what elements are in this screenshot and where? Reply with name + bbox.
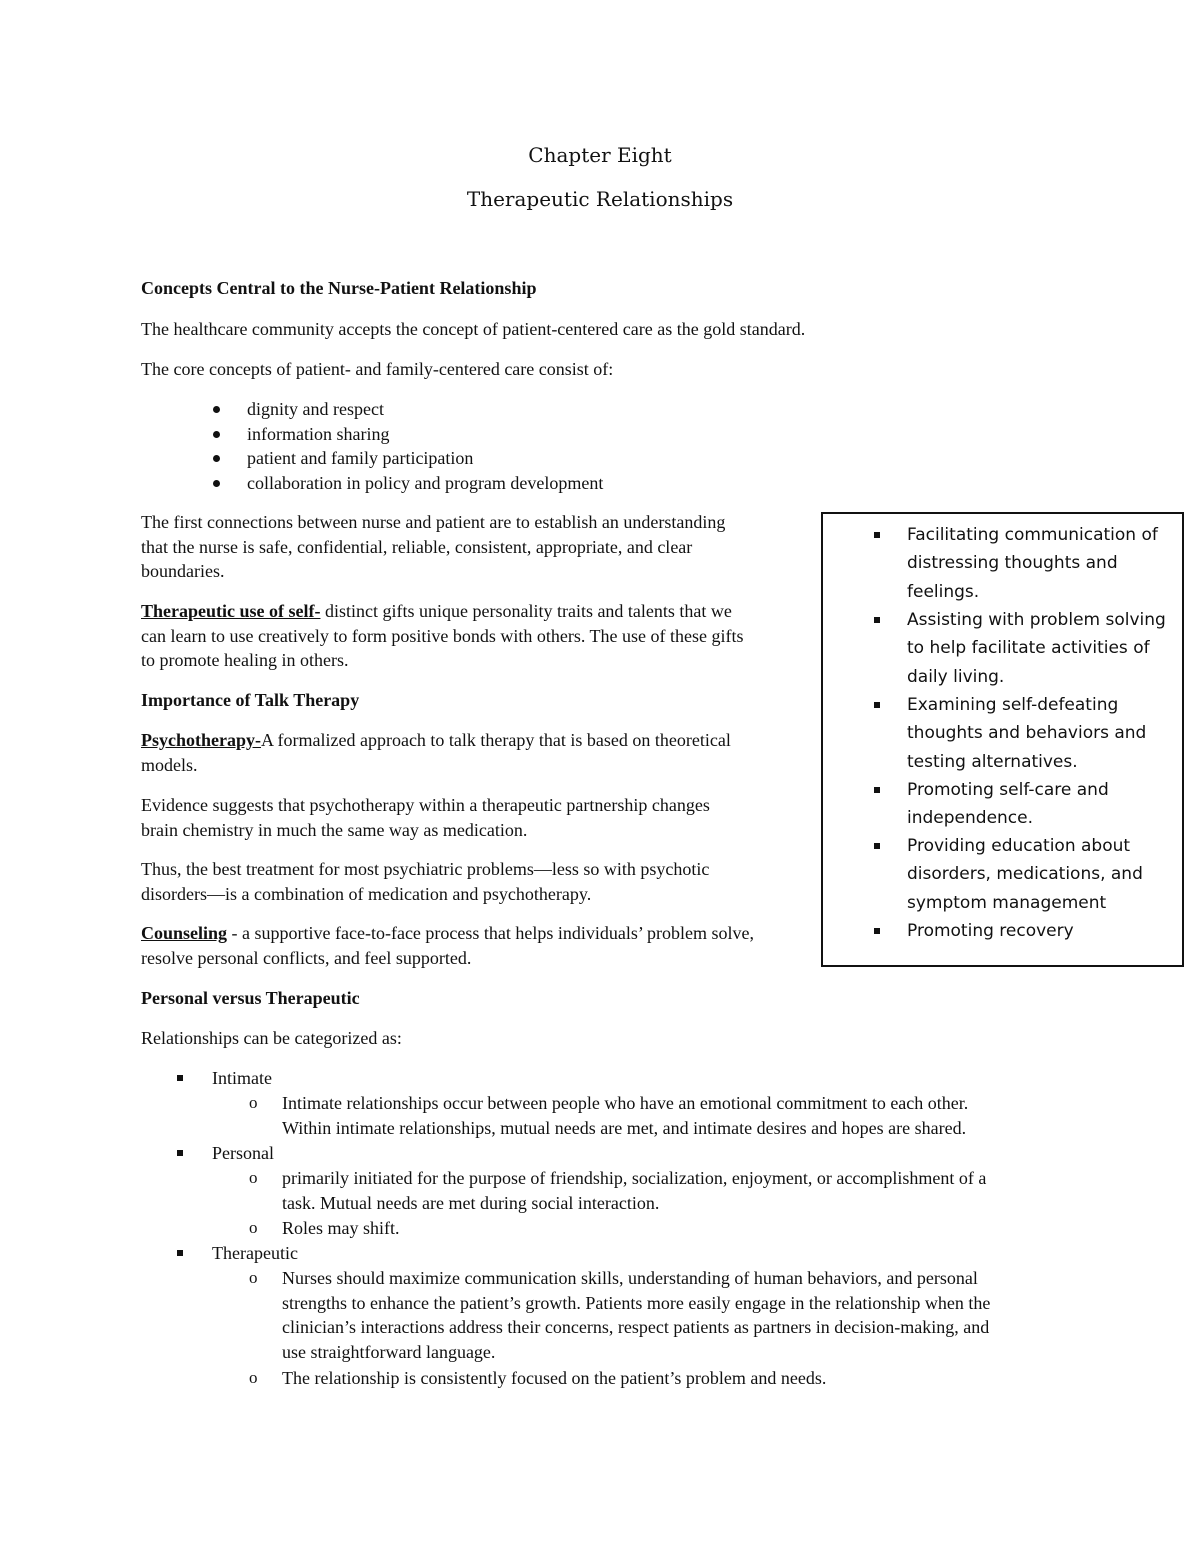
personal-roles-shift: Roles may shift. (282, 1218, 400, 1238)
box-item: Examining self-defeating thoughts and behaviors and testing alternatives. (907, 691, 1177, 776)
box-item: Providing education about disorders, medications, and symptom management (907, 832, 1177, 917)
relationship-type-therapeutic: Therapeutic (212, 1243, 298, 1263)
square-bullet-icon (177, 1250, 183, 1256)
square-bullet-icon (874, 617, 880, 623)
nurse-roles-box (821, 512, 1184, 967)
bullet-icon (213, 431, 220, 438)
paragraph-first-connections: The first connections between nurse and patient are to establish an understanding that the nurse is safe, confidential, reliable, consistent, appropriate, and clear boundaries. (141, 512, 726, 581)
circle-bullet-icon: o (249, 1368, 258, 1387)
term-psychotherapy: Psychotherapy- (141, 730, 261, 750)
chapter-subtitle: Therapeutic Relationships (466, 187, 734, 211)
chapter-title: Chapter Eight (528, 143, 672, 167)
box-item: Assisting with problem solving to help facilitate activities of daily living. (907, 606, 1177, 691)
paragraph-best-treatment: Thus, the best treatment for most psychiatric problems—less so with psychotic disorders—is a combination of medication and psychotherapy. (141, 859, 710, 904)
bullet-icon (213, 480, 220, 487)
list-item: patient and family participation (141, 446, 841, 471)
square-bullet-icon (874, 532, 880, 538)
paragraph-gold-standard: The healthcare community accepts the concept of patient-centered care as the gold standard. (141, 319, 806, 339)
paragraph-evidence: Evidence suggests that psychotherapy within a therapeutic partnership changes brain chemistry in much the same way as medication. (141, 795, 710, 840)
box-item: Promoting self-care and independence. (907, 776, 1177, 833)
paragraph-therapeutic-self: Therapeutic use of self- distinct gifts unique personality traits and talents that we can learn to use creatively to form positive bonds with others. The use of these gifts to promote healing in others. (141, 601, 744, 670)
square-bullet-icon (177, 1150, 183, 1156)
term-counseling: Counseling (141, 923, 228, 943)
section-heading-concepts: Concepts Central to the Nurse-Patient Relationship (141, 278, 537, 298)
term-therapeutic-use-of-self: Therapeutic use of self- (141, 601, 321, 621)
bullet-icon (213, 406, 220, 413)
bullet-icon (213, 455, 220, 462)
circle-bullet-icon: o (249, 1093, 258, 1112)
relationship-type-intimate: Intimate (212, 1068, 272, 1088)
paragraph-counseling: Counseling - a supportive face-to-face process that helps individuals’ problem solve, resolve personal conflicts, and feel supported. (141, 923, 755, 968)
square-bullet-icon (874, 787, 880, 793)
intimate-description: Intimate relationships occur between people who have an emotional commitment to each other. Within intimate relationships, mutual needs are met, and intimate desires and hopes are shared. (282, 1093, 969, 1138)
square-bullet-icon (874, 843, 880, 849)
paragraph-categorized: Relationships can be categorized as: (141, 1028, 402, 1048)
list-item: information sharing (141, 422, 841, 447)
square-bullet-icon (177, 1075, 183, 1081)
list-item: collaboration in policy and program development (141, 471, 841, 496)
personal-description: primarily initiated for the purpose of friendship, socialization, enjoyment, or accomplishment of a task. Mutual needs are met during social interaction. (282, 1168, 987, 1213)
paragraph-core-concepts: The core concepts of patient- and family-centered care consist of: (141, 359, 614, 379)
section-heading-talk-therapy: Importance of Talk Therapy (141, 690, 360, 710)
paragraph-psychotherapy: Psychotherapy-A formalized approach to talk therapy that is based on theoretical models. (141, 730, 731, 775)
section-heading-personal-therapeutic: Personal versus Therapeutic (141, 988, 360, 1008)
box-item: Promoting recovery (907, 917, 1177, 945)
therapeutic-description: Nurses should maximize communication skills, understanding of human behaviors, and personal strengths to enhance the patient’s growth. Patients more easily engage in the relationship when the clinician’s interactions address their concerns, respect patients as partners in decision-making, and use straightforward language. (282, 1268, 991, 1362)
relationship-type-personal: Personal (212, 1143, 274, 1163)
circle-bullet-icon: o (249, 1218, 258, 1237)
square-bullet-icon (874, 928, 880, 934)
core-concepts-list (141, 397, 841, 495)
box-item: Facilitating communication of distressing thoughts and feelings. (907, 521, 1177, 606)
therapeutic-focus: The relationship is consistently focused on the patient’s problem and needs. (282, 1368, 827, 1388)
list-item: dignity and respect (141, 397, 841, 422)
square-bullet-icon (874, 702, 880, 708)
circle-bullet-icon: o (249, 1168, 258, 1187)
circle-bullet-icon: o (249, 1268, 258, 1287)
